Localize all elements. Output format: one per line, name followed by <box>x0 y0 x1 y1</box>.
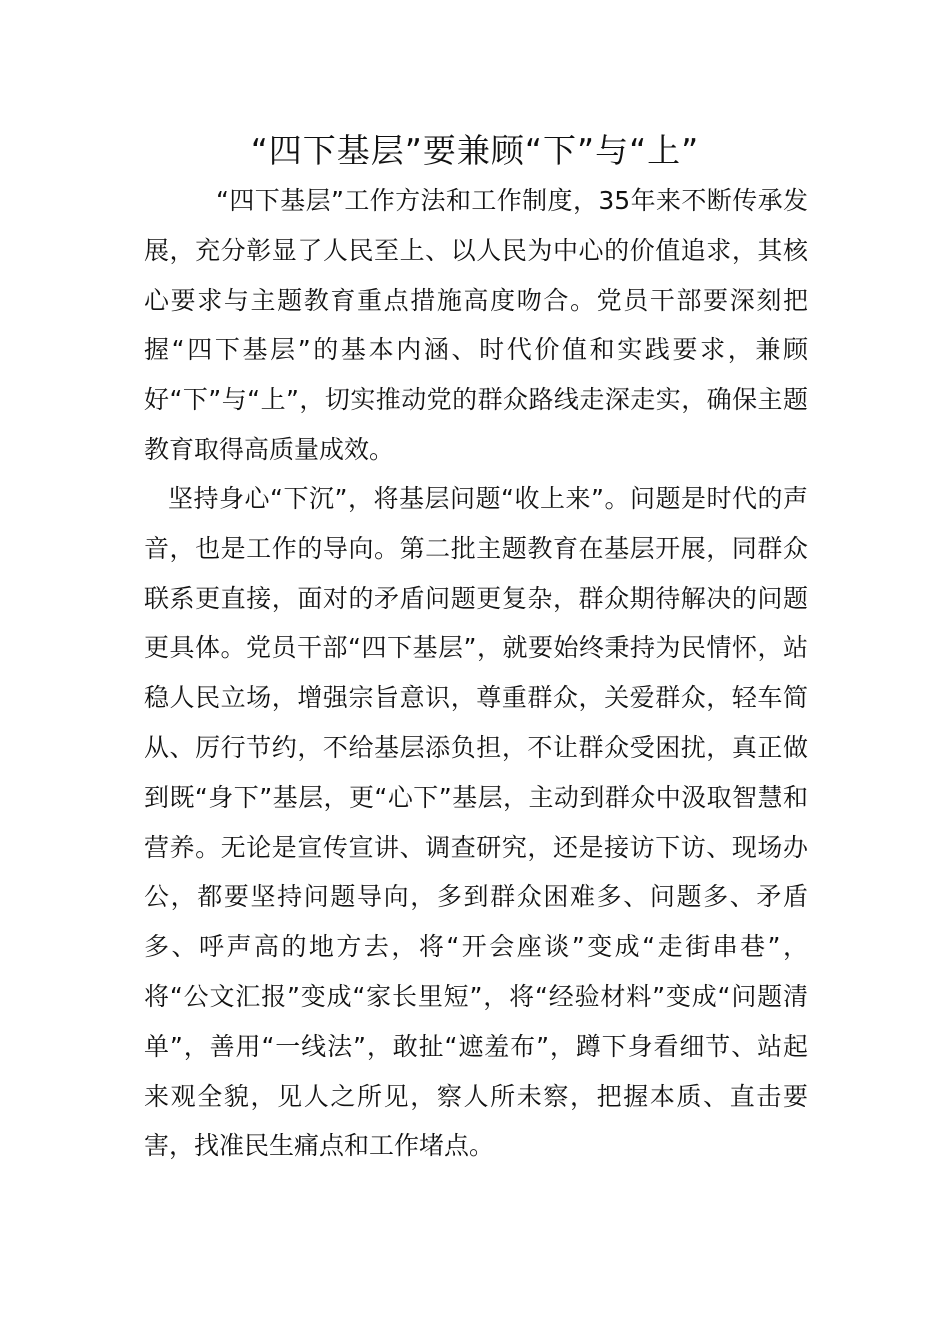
body-paragraph-1: “四下基层”工作方法和工作制度，35年来不断传承发展，充分彰显了人民至上、以人民为中心的价值追求，其核心要求与主题教育重点措施高度吻合。党员干部要深刻把握“四下基层”的基本内涵、时代价值和实践要求，兼顾好“下”与“上”，切实推动党的群众路线走深走实，确保主题教育取得高质量成效。 <box>144 186 808 464</box>
body-paragraph-2: 坚持身心“下沉”，将基层问题“收上来”。问题是时代的声音，也是工作的导向。第二批主题教育在基层开展，同群众联系更直接，面对的矛盾问题更复杂，群众期待解决的问题更具体。党员干部“四下基层”，就要始终秉持为民情怀，站稳人民立场，增强宗旨意识，尊重群众，关爱群众，轻车简从、厉行节约，不给基层添负担，不让群众受困扰，真正做到既“身下”基层，更“心下”基层，主动到群众中汲取智慧和营养。无论是宣传宣讲、调查研究，还是接访下访、现场办公，都要坚持问题导向，多到群众困难多、问题多、矛盾多、呼声高的地方去，将“开会座谈”变成“走街串巷”，将“公文汇报”变成“家长里短”，将“经验材料”变成“问题清单”，善用“一线法”，敢扯“遮羞布”，蹲下身看细节、站起来观全貌，见人之所见，察人所未察，把握本质、直击要害，找准民生痛点和工作堵点。 <box>144 484 808 1161</box>
document-title: “四下基层”要兼顾“下”与“上” <box>250 131 700 170</box>
